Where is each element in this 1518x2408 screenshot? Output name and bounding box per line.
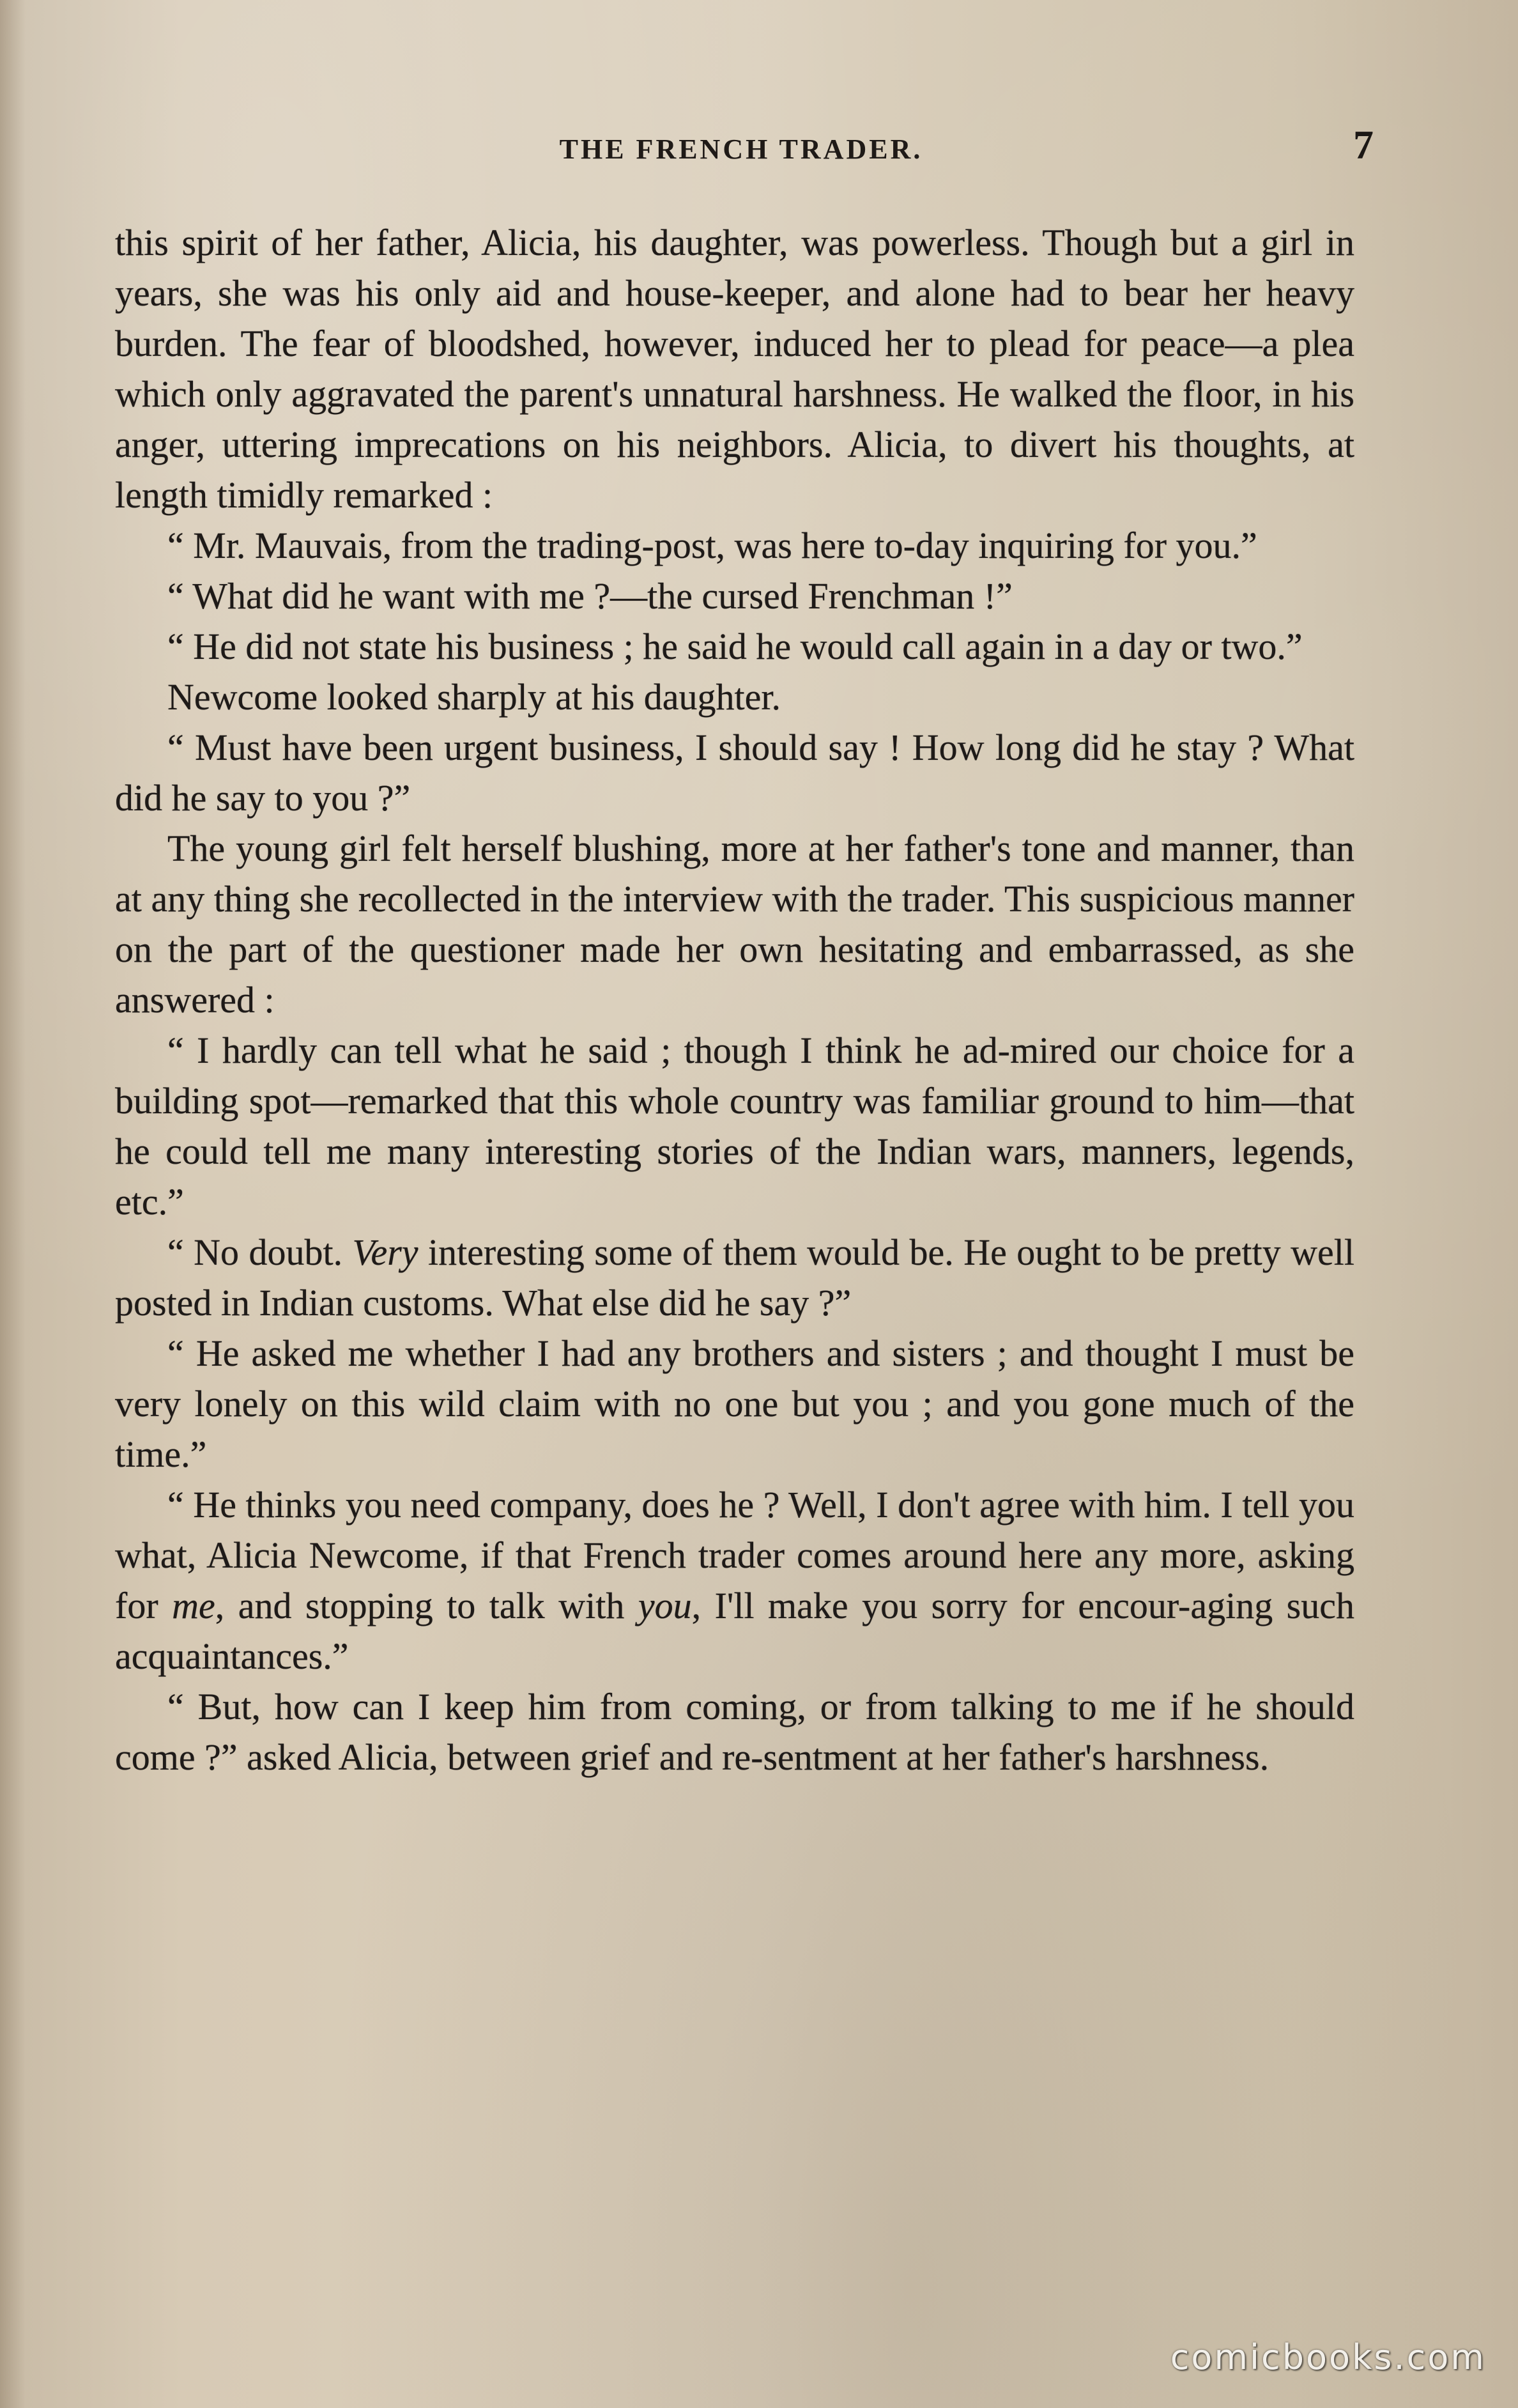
paragraph-9	[115, 1227, 1354, 1328]
paragraph-9-emphasis: Very	[352, 1231, 418, 1273]
paragraph-6: “ Must have been urgent business, I should say ! How long did he stay ? What did he say to you ?”	[115, 727, 1354, 819]
paragraph-9-after: interesting some of them would be. He ought to be pretty well posted in Indian customs. What else did he say ?”	[115, 1231, 1355, 1324]
page-number: 7	[1353, 122, 1374, 167]
running-title: THE FRENCH TRADER.	[559, 134, 923, 165]
page-gutter-shadow	[0, 0, 26, 2408]
paragraph-8: “ I hardly can tell what he said ; though I think he ad-mired our choice for a building spot—remarked that this whole country was familiar ground to him—that he could tell me many interesting stories of the Indian wars, manners, legends, etc.”	[115, 1030, 1354, 1223]
paragraph-3: “ What did he want with me ?—the cursed Frenchman !”	[167, 575, 1013, 617]
paragraph-11-after: , I'll make you sorry for encour-aging such acquaintances.”	[115, 1585, 1354, 1677]
paragraph-11-before: “ He thinks you need company, does he ? Well, I don't agree with him. I tell you what, Alicia Newcome, if that French trader comes around here any more, asking for	[115, 1484, 1354, 1626]
paragraph-11	[115, 1479, 1354, 1681]
paragraph-11-emphasis-me: me	[172, 1585, 215, 1626]
paragraph-11-middle: , and stopping to talk with	[215, 1585, 638, 1626]
paragraph-11-emphasis-you: you	[638, 1585, 692, 1626]
body-text	[115, 217, 1354, 1782]
paragraph-12: “ But, how can I keep him from coming, or from talking to me if he should come ?” asked Alicia, between grief and re-sentment at her father's harshness.	[115, 1686, 1354, 1778]
page-header	[109, 121, 1374, 185]
paragraph-4: “ He did not state his business ; he said he would call again in a day or two.”	[167, 626, 1303, 667]
paragraph-2: “ Mr. Mauvais, from the trading-post, was here to-day inquiring for you.”	[167, 525, 1257, 566]
site-watermark: comicbooks.com	[1170, 2337, 1486, 2377]
paragraph-5: Newcome looked sharply at his daughter.	[167, 676, 781, 718]
paragraph-9-before: “ No doubt.	[167, 1231, 353, 1273]
paragraph-10: “ He asked me whether I had any brothers and sisters ; and thought I must be very lonely on this wild claim with no one but you ; and you gone much of the time.”	[115, 1332, 1354, 1475]
paragraph-1: this spirit of her father, Alicia, his daughter, was powerless. Though but a girl in years, she was his only aid and house-keeper, and alone had to bear her heavy burden. The fear of bloodshed, however, induced her to plead for peace—a plea which only aggravated the parent's unnatural harshness. He walked the floor, in his anger, uttering imprecations on his neighbors. Alicia, to divert his thoughts, at length timidly remarked :	[115, 222, 1354, 516]
paragraph-7: The young girl felt herself blushing, more at her father's tone and manner, than at any thing she recollected in the interview with the trader. This suspicious manner on the part of the questioner made her own hesitating and embarrassed, as she answered :	[115, 828, 1354, 1021]
